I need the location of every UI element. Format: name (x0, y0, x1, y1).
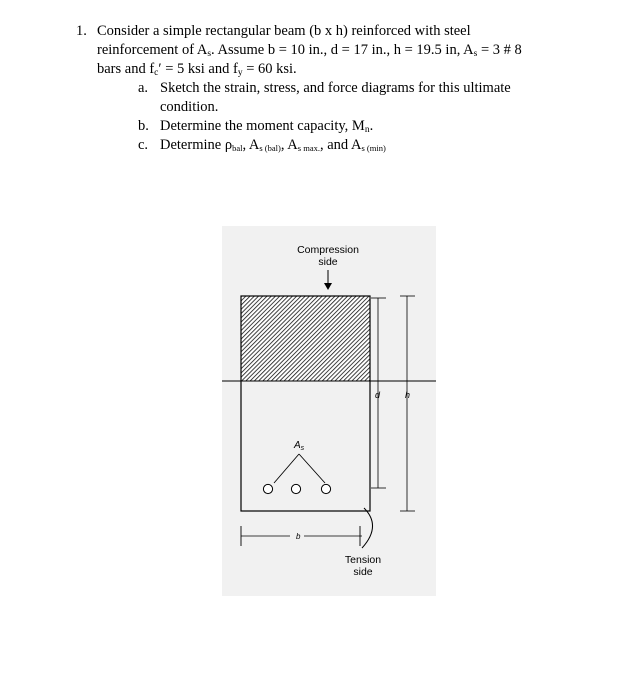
part-c-label: c. (138, 137, 149, 153)
compression-label: Compression (297, 244, 359, 256)
as-label: $A_s$ (294, 440, 305, 452)
part-a (138, 79, 511, 98)
h-label: h (405, 390, 411, 400)
part-c-text: Determine ρ (160, 137, 233, 153)
part-a-text-2: condition. (160, 99, 219, 115)
part-a-text-1: Sketch the strain, stress, and force diagrams for this ultimate (160, 80, 511, 96)
tension-label: Tension (344, 554, 382, 566)
beam-outline (241, 296, 370, 511)
problem-intro-line-2: reinforcement of $A_s$. Assume b = 10 in., d = 17 in., h = 19.5 in, $A_s = 3$ # 8 (97, 42, 522, 59)
b-label: b (296, 532, 301, 541)
tension-side-label: side (353, 566, 373, 578)
tension-arrow (362, 508, 373, 548)
problem-number: 1. (76, 23, 87, 39)
problem-intro-line-1: Consider a simple rectangular beam (b x h) reinforced with steel (97, 23, 471, 39)
beam-cross-section-figure (222, 226, 436, 596)
rebar-left (263, 484, 272, 493)
part-b-text: Determine the moment capacity, M (160, 118, 365, 134)
beam-diagram (222, 226, 436, 596)
compression-side-label: side (318, 256, 338, 268)
rebar-middle (291, 484, 300, 493)
part-c: c. Determine ρbal, As (bal), As max., and As (min) (138, 137, 386, 153)
compression-arrowhead (324, 283, 332, 290)
problem-intro-line-3: bars and $f_c' = 5$ ksi and $f_y = 60$ ksi. (97, 61, 297, 78)
d-label: d (375, 390, 381, 400)
part-b-label: b. (138, 118, 149, 134)
part-b: b. Determine the moment capacity, $M_n$. (138, 118, 374, 135)
part-a-label: a. (138, 80, 149, 96)
rebar-right (321, 484, 330, 493)
